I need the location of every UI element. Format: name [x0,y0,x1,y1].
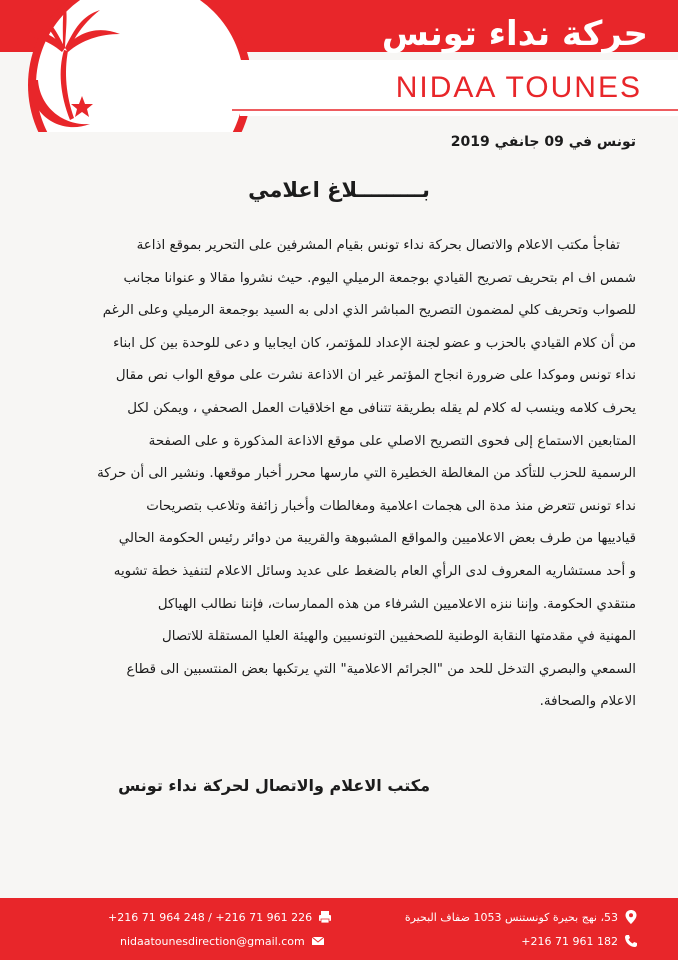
brand-name-arabic: حركة نداء تونس [381,14,648,54]
envelope-icon [311,934,325,948]
letter-date: تونس في 09 جانفي 2019 [450,134,636,150]
footer-bar [0,898,678,960]
body-line: يحرف كلامه وينسب له كلام لم يقله بطريقة تتنافى مع اخلاقيات العمل الصحفي ، ويمكن لكل [127,400,636,416]
body-line: المهنية في مقدمتها النقابة الوطنية للصحفيين التونسيين والهيئة العليا المستقلة للاتصال [162,629,636,645]
body-line: شمس اف ام بتحريف تصريح القيادي بوجمعة الرميلي اليوم. حيث نشروا مقالا و عنوانا مجانب [123,270,636,286]
body-line: الرسمية للحزب للتأكد من المغالطة الخطيرة التي مارسها محرر أخبار موقعها. ونشير الى أن حركة [97,466,636,482]
header-band [0,0,678,132]
footer-email [120,934,325,948]
signature: مكتب الاعلام والاتصال لحركة نداء تونس [118,776,430,795]
brand-name-latin: NIDAA TOUNES [395,71,642,104]
body-line: المتابعين الاستماع إلى فحوى التصريح الاصلي على موقع الاذاعة المذكورة و على الصفحة [148,433,636,449]
body-line: منتقدي الحكومة. وإننا ننزه الاعلاميين الشرفاء من هذه الممارسات، فإننا نطالب الهياكل [157,596,636,612]
address-text: 53، نهج بحيرة كونستنس 1053 ضفاف البحيرة [404,910,618,924]
body-line: و أحد مستشاريه المعروف لدى الرأي العام بالضغط على عديد وسائل الاعلام لتنفيذ خطة تشويه [113,563,636,579]
footer-phones-left [108,910,332,924]
palm-crescent-star-logo [0,0,130,140]
fax-icon [318,910,332,924]
body-line: نداء تونس تتعرض منذ مدة الى هجمات اعلامية ومغالطات وأخبار زائفة وتلاعب بتصريحات [146,498,636,514]
footer-phone-right [521,934,638,948]
phone-text: +216 71 961 182 [521,934,618,948]
body-line: السمعي والبصري التدخل للحد من "الجرائم الاعلامية" التي يرتكبها بعض المنتسبين الى قطاع [126,661,636,677]
email-text: nidaatounesdirection@gmail.com [120,934,305,948]
document-title: بـــــــــلاغ اعلامي [248,178,430,202]
letter-body [46,230,636,719]
body-line: للصواب وتحريف كلي لمضمون التصريح المباشر الذي ادلى به السيد بوجمعة الرميلي وعلى الرغم [102,303,636,319]
phones-text: +216 71 964 248 / +216 71 961 226 [108,910,313,924]
body-line: من أن كلام القيادي بالحزب و عضو لجنة الإعداد للمؤتمر، كان ايجابيا و دعى للوحدة بين كل ابناء [113,335,636,351]
body-line: تفاجأ مكتب الاعلام والاتصال بحركة نداء تونس بقيام المشرفين على التحرير بموقع اذاعة [136,238,620,253]
body-line: الاعلام والصحافة. [539,694,636,710]
body-line: قيادييها من طرف بعض الاعلاميين والمواقع المشبوهة والقريبة من دوائر رئيس الحكومة الحالي [118,531,636,547]
body-line: نداء تونس وموكدا على ضرورة انجاح المؤتمر غير ان الاذاعة نشرت على موقع الواب نص مقال [115,368,636,384]
location-pin-icon [624,910,638,924]
footer-address [405,910,638,924]
phone-icon [624,934,638,948]
